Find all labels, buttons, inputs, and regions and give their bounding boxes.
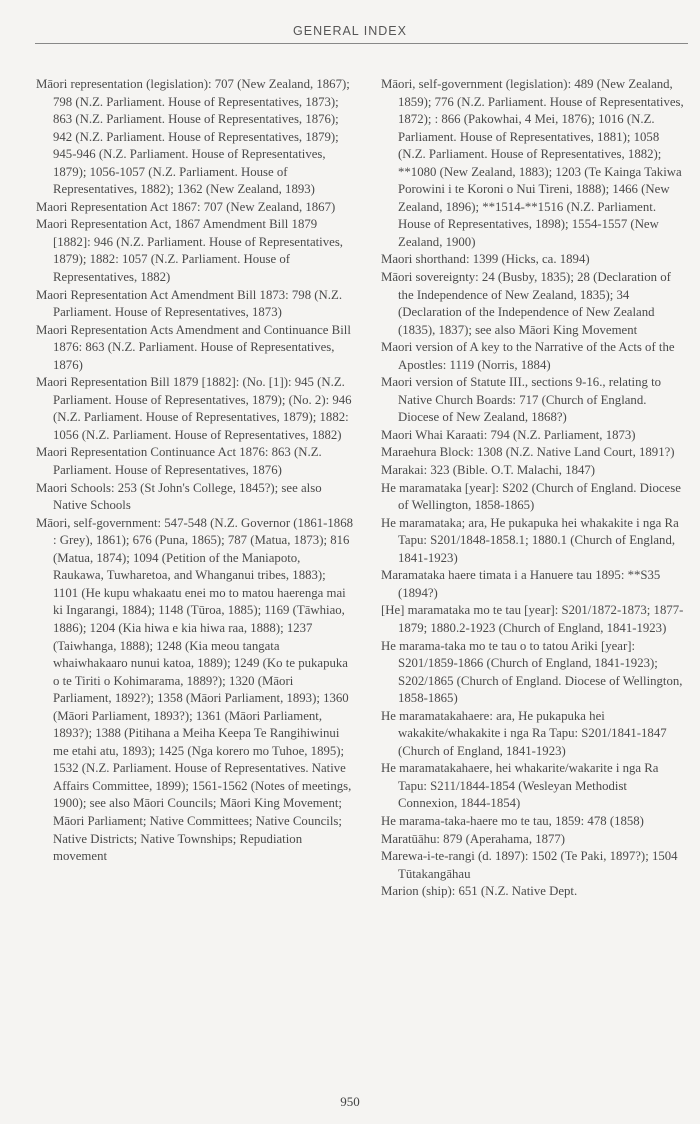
index-entry: Maori version of Statute III., sections 9-16., relating to Native Church Boards: 717 (Church of England. Diocese of New Zealand, 1868?) <box>381 375 662 425</box>
header-rule <box>35 43 688 44</box>
index-entry: He maramatakahaere: ara, He pukapuka hei wakakite/whakakite i nga Ra Tapu: S201/1841-1847 (Church of England, 1841-1923) <box>381 708 667 758</box>
index-entry: Maori Representation Acts Amendment and Continuance Bill 1876: 863 (N.Z. Parliament. House of Representatives, 1876) <box>36 322 351 372</box>
index-entry: Maori version of A key to the Narrative of the Acts of the Apostles: 1119 (Norris, 1884) <box>381 340 675 372</box>
index-entry: Māori, self-government (legislation): 489 (New Zealand, 1859); 776 (N.Z. Parliament. House of Representatives, 1872); : 866 (Pakowhai, 4 Mei, 1876); 1016 (N.Z. Parliament. House of Representatives, 1881); 1058 (N.Z. Parliament. House of Representatives, 1882); **1080 (New Zealand, 1883); 1203 (Te Kainga Takiwa Porowini i te Koroni o Nui Tireni, 1888); 1466 (New Zealand, 1896); **1514-**1516 (N.Z. Parliament. House of Representatives, 1898); 1554-1557 (New Zealand, 1900) <box>381 77 684 249</box>
index-entry: Maori Schools: 253 (St John's College, 1845?); see also Native Schools <box>36 480 322 513</box>
index-entry: Māori, self-government: 547-548 (N.Z. Governor (1861-1868 : Grey), 1861); 676 (Puna, 1865); 787 (Matua, 1873); 816 (Matua, 1874); 1094 (Petition of the Maniapoto, Raukawa, Tuwharetoa, and Whanganui tribes, 1883); 1101 (He kupu whakaatu enei mo to matou haerenga mai ki Ingarangi, 1884); 1148 (Tūroa, 1885); 1169 (Tāwhiao, 1886); 1204 (Kia hiwa e kia hiwa raa, 1888); 1237 (Taiwhanga, 1888); 1248 (Kia meou tangata whaiwhakaaro nunui katoa, 1889); 1249 (Ko te pukapuka o te Tiriti o Kohimarama, 1889?); 1320 (Māori Parliament, 1892?); 1358 (Māori Parliament, 1893); 1360 (Māori Parliament, 1893?); 1361 (Māori Parliament, 1893?); 1388 (Pitihana a Meiha Keepa Te Rangihiwinui me etahi atu, 1893); 1425 (Nga korero mo Tuhoe, 1895); 1532 (N.Z. Parliament. House of Representatives. Native Affairs Committee, 1899); 1561-1562 (Notes of meetings, 1900); see also Māori Councils; Māori King Movement; Māori Parliament; Native Committees; Native Councils; Native Districts; Native Townships; Repudiation movement <box>36 515 354 864</box>
index-entry: [He] maramataka mo te tau [year]: S201/1872-1873; 1877-1879; 1880.2-1923 (Church of England, 1841-1923) <box>381 603 684 635</box>
index-entry: He marama-taka-haere mo te tau, 1859: 478 (1858) <box>381 813 644 828</box>
index-entry: Marewa-i-te-rangi (d. 1897): 1502 (Te Paki, 1897?); 1504 Tūtakangāhau <box>381 849 678 881</box>
running-header: GENERAL INDEX <box>293 24 407 38</box>
index-entry: Maori Representation Bill 1879 [1882]: (No. [1]): 945 (N.Z. Parliament. House of Representatives, 1879); (No. 2): 946 (N.Z. Parliament. House of Representatives, 1879); 1882: 1056 (N.Z. Parliament. House of Representatives, 1882) <box>36 375 352 442</box>
index-entry: He maramataka; ara, He pukapuka hei whakakite i nga Ra Tapu: S201/1848-1858.1; 1880.1 (Church of England, 1841-1923) <box>381 515 679 565</box>
index-entry: Maori Representation Act, 1867 Amendment Bill 1879 [1882]: 946 (N.Z. Parliament. House of Representatives, 1879); 1882: 1057 (N.Z. Parliament. House of Representatives, 1882) <box>36 217 343 285</box>
index-entry: Marion (ship): 651 (N.Z. Native Dept. <box>381 884 578 899</box>
index-entry: Marakai: 323 (Bible. O.T. Malachi, 1847) <box>381 463 596 478</box>
index-entry: Māori sovereignty: 24 (Busby, 1835); 28 (Declaration of the Independence of New Zealand, 1835); 34 (Declaration of the Independence of New Zealand (1835), 1837); see also Māori King Movement <box>381 270 671 337</box>
index-column-right <box>381 76 687 901</box>
index-entry: Maraehura Block: 1308 (N.Z. Native Land Court, 1891?) <box>381 445 675 460</box>
index-entry: He marama-taka mo te tau o to tatou Ariki [year]: S201/1859-1866 (Church of England, 1841-1923); S202/1865 (Church of England. Diocese of Wellington, 1858-1865) <box>381 638 683 706</box>
index-entry: Maori Representation Act Amendment Bill 1873: 798 (N.Z. Parliament. House of Representatives, 1873) <box>36 287 343 320</box>
index-entry: Maratūāhu: 879 (Aperahama, 1877) <box>381 831 566 846</box>
index-entry: Māori representation (legislation): 707 (New Zealand, 1867); 798 (N.Z. Parliament. House of Representatives, 1873); 863 (N.Z. Parliament. House of Representatives, 1876); 942 (N.Z. Parliament. House of Representatives, 1879); 945-946 (N.Z. Parliament. House of Representatives, 1879); 1056-1057 (N.Z. Parliament. House of Representatives, 1882); 1362 (New Zealand, 1893) <box>36 77 350 197</box>
index-column-left <box>36 76 354 866</box>
page-number: 950 <box>340 1094 360 1109</box>
index-entry: He maramatakahaere, hei whakarite/wakarite i nga Ra Tapu: S211/1844-1854 (Wesleyan Methodist Connexion, 1844-1854) <box>381 761 659 811</box>
index-entry: Maori Representation Act 1867: 707 (New Zealand, 1867) <box>36 199 336 214</box>
index-entry: Maori Whai Karaati: 794 (N.Z. Parliament, 1873) <box>381 427 636 442</box>
index-entry: Maori Representation Continuance Act 1876: 863 (N.Z. Parliament. House of Representatives, 1876) <box>36 445 322 478</box>
index-entry: Maori shorthand: 1399 (Hicks, ca. 1894) <box>381 252 590 267</box>
index-entry: Maramataka haere timata i a Hanuere tau 1895: **S35 (1894?) <box>381 568 661 600</box>
index-entry: He maramataka [year]: S202 (Church of England. Diocese of Wellington, 1858-1865) <box>381 480 681 513</box>
